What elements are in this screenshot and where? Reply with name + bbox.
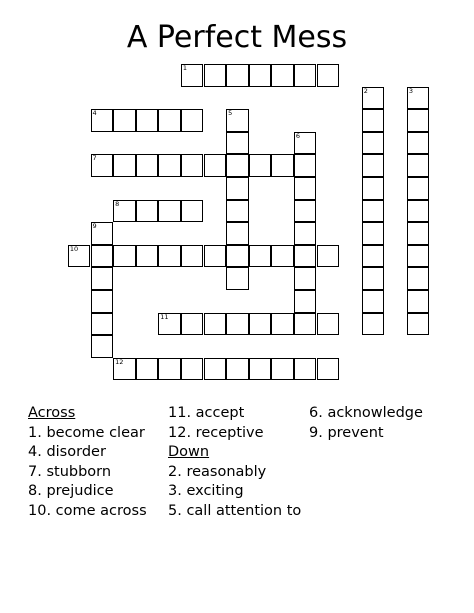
down-heading: Down (168, 444, 210, 460)
clue-number: 8 (115, 199, 120, 208)
clue-item (28, 463, 168, 483)
clue-number-label: 4. (28, 444, 42, 460)
grid-cell[interactable] (317, 245, 340, 268)
grid-cell[interactable] (136, 154, 159, 177)
clue-text: exciting (181, 483, 244, 499)
grid-cell[interactable] (204, 64, 227, 87)
grid-cell[interactable] (362, 290, 385, 313)
clue-number: 12 (115, 357, 124, 366)
clue-number-label: 9. (309, 424, 323, 441)
clue-number-label: 12. (168, 424, 192, 441)
grid-cell[interactable] (271, 64, 294, 87)
grid-cell[interactable] (181, 358, 204, 381)
grid-cell[interactable] (407, 132, 430, 155)
grid-cell[interactable] (181, 64, 204, 87)
grid-cell[interactable] (294, 222, 317, 245)
grid-cell[interactable] (136, 109, 159, 132)
grid-cell[interactable] (113, 154, 136, 177)
grid-cell[interactable] (113, 109, 136, 132)
grid-cell[interactable] (362, 222, 385, 245)
grid-cell[interactable] (407, 109, 430, 132)
grid-cell[interactable] (362, 200, 385, 223)
grid-cell[interactable] (158, 200, 181, 223)
clue-item (168, 502, 308, 522)
clue-column-3 (309, 404, 469, 443)
grid-cell[interactable] (91, 267, 114, 290)
grid-cell[interactable] (181, 245, 204, 268)
clue-number: 7 (92, 154, 97, 163)
grid-cell[interactable] (181, 200, 204, 223)
clue-text: reasonably (181, 463, 267, 480)
clue-text: call attention to (181, 502, 302, 519)
grid-cell[interactable] (91, 245, 114, 268)
grid-cell[interactable] (362, 313, 385, 336)
grid-cell[interactable] (407, 290, 430, 313)
grid-cell[interactable] (249, 313, 272, 336)
grid-cell[interactable] (226, 154, 249, 177)
grid-cell[interactable] (204, 358, 227, 381)
grid-cell[interactable] (226, 358, 249, 381)
clue-item (28, 424, 168, 444)
grid-cell[interactable] (158, 358, 181, 381)
grid-cell[interactable] (204, 154, 227, 177)
grid-cell[interactable] (158, 313, 181, 336)
clue-item (168, 404, 308, 424)
grid-cell[interactable] (226, 222, 249, 245)
clue-number: 4 (92, 109, 97, 118)
clue-text: accept (191, 405, 245, 421)
clue-text: prevent (322, 424, 384, 441)
grid-cell[interactable] (91, 313, 114, 336)
grid-cell[interactable] (249, 245, 272, 268)
clue-text: stubborn (41, 463, 112, 480)
grid-cell[interactable] (294, 267, 317, 290)
grid-cell[interactable] (362, 177, 385, 200)
grid-cell[interactable] (91, 109, 114, 132)
grid-cell[interactable] (226, 200, 249, 223)
grid-cell[interactable] (294, 177, 317, 200)
across-heading: Across (28, 405, 76, 421)
grid-cell[interactable] (362, 87, 385, 110)
clue-text: acknowledge (322, 405, 423, 421)
grid-cell[interactable] (249, 64, 272, 87)
grid-cell[interactable] (181, 313, 204, 336)
clue-number: 11 (160, 312, 169, 321)
clue-text: receptive (191, 424, 264, 441)
grid-cell[interactable] (317, 313, 340, 336)
clue-column-2 (168, 404, 308, 521)
clue-number-label: 8. (28, 483, 42, 499)
grid-cell[interactable] (181, 154, 204, 177)
grid-cell[interactable] (271, 358, 294, 381)
grid-cell[interactable] (113, 358, 136, 381)
clue-number: 2 (363, 86, 368, 95)
grid-cell[interactable] (158, 154, 181, 177)
grid-cell[interactable] (113, 200, 136, 223)
grid-cell[interactable] (91, 154, 114, 177)
clue-number: 5 (228, 109, 233, 118)
clue-item (168, 424, 308, 444)
clue-number-label: 5. (168, 502, 182, 519)
grid-cell[interactable] (317, 358, 340, 381)
grid-cell[interactable] (158, 245, 181, 268)
clue-number-label: 7. (28, 463, 42, 480)
grid-cell[interactable] (362, 267, 385, 290)
grid-cell[interactable] (294, 154, 317, 177)
grid-cell[interactable] (113, 245, 136, 268)
grid-cell[interactable] (407, 245, 430, 268)
grid-cell[interactable] (226, 132, 249, 155)
clue-item (309, 424, 469, 444)
clue-item (28, 502, 168, 522)
grid-cell[interactable] (136, 245, 159, 268)
clue-item (309, 404, 469, 424)
grid-cell[interactable] (407, 267, 430, 290)
grid-cell[interactable] (204, 245, 227, 268)
puzzle-title: A Perfect Mess (126, 20, 348, 55)
clue-text: come across (51, 502, 147, 519)
clue-number-label: 10. (28, 502, 52, 519)
grid-cell[interactable] (271, 313, 294, 336)
clue-number: 1 (182, 64, 188, 72)
clue-text: become clear (41, 424, 145, 441)
grid-cell[interactable] (362, 109, 385, 132)
grid-cell[interactable] (271, 245, 294, 268)
grid-cell[interactable] (294, 200, 317, 223)
grid-cell[interactable] (294, 313, 317, 336)
grid-cell[interactable] (68, 245, 91, 268)
grid-cell[interactable] (294, 245, 317, 268)
clue-item (168, 482, 308, 502)
grid-cell[interactable] (226, 313, 249, 336)
clue-number: 6 (295, 131, 301, 140)
grid-cell[interactable] (362, 154, 385, 177)
clue-column-1 (28, 404, 168, 521)
clue-item (168, 463, 308, 483)
clue-number-label: 3. (168, 483, 182, 499)
clue-number: 9 (92, 222, 97, 231)
grid-cell[interactable] (407, 87, 430, 110)
clue-number-label: 2. (168, 463, 182, 480)
grid-cell[interactable] (407, 313, 430, 336)
grid-cell[interactable] (226, 267, 249, 290)
clue-item (28, 482, 168, 502)
clue-number: 3 (408, 86, 414, 95)
grid-cell[interactable] (136, 200, 159, 223)
grid-cell[interactable] (91, 222, 114, 245)
grid-cell[interactable] (407, 177, 430, 200)
grid-cell[interactable] (294, 132, 317, 155)
grid-cell[interactable] (271, 154, 294, 177)
grid-cell[interactable] (407, 200, 430, 223)
grid-cell[interactable] (226, 177, 249, 200)
grid-cell[interactable] (226, 64, 249, 87)
grid-cell[interactable] (294, 64, 317, 87)
clue-number-label: 11. (168, 405, 192, 421)
grid-cell[interactable] (317, 64, 340, 87)
grid-cell[interactable] (91, 335, 114, 358)
grid-cell[interactable] (136, 358, 159, 381)
clue-item (28, 443, 168, 463)
clue-number-label: 1. (28, 424, 42, 441)
grid-cell[interactable] (249, 358, 272, 381)
grid-cell[interactable] (407, 222, 430, 245)
grid-cell[interactable] (204, 313, 227, 336)
grid-cell[interactable] (181, 109, 204, 132)
clue-text: prejudice (41, 483, 114, 499)
grid-cell[interactable] (91, 290, 114, 313)
grid-cell[interactable] (407, 154, 430, 177)
clue-number-label: 6. (309, 405, 323, 421)
grid-cell[interactable] (158, 109, 181, 132)
clue-text: disorder (41, 444, 106, 460)
grid-cell[interactable] (362, 245, 385, 268)
grid-cell[interactable] (362, 132, 385, 155)
grid-cell[interactable] (226, 109, 249, 132)
clue-number: 10 (69, 244, 79, 253)
grid-cell[interactable] (294, 290, 317, 313)
grid-cell[interactable] (294, 358, 317, 381)
grid-cell[interactable] (249, 154, 272, 177)
grid-cell[interactable] (226, 245, 249, 268)
